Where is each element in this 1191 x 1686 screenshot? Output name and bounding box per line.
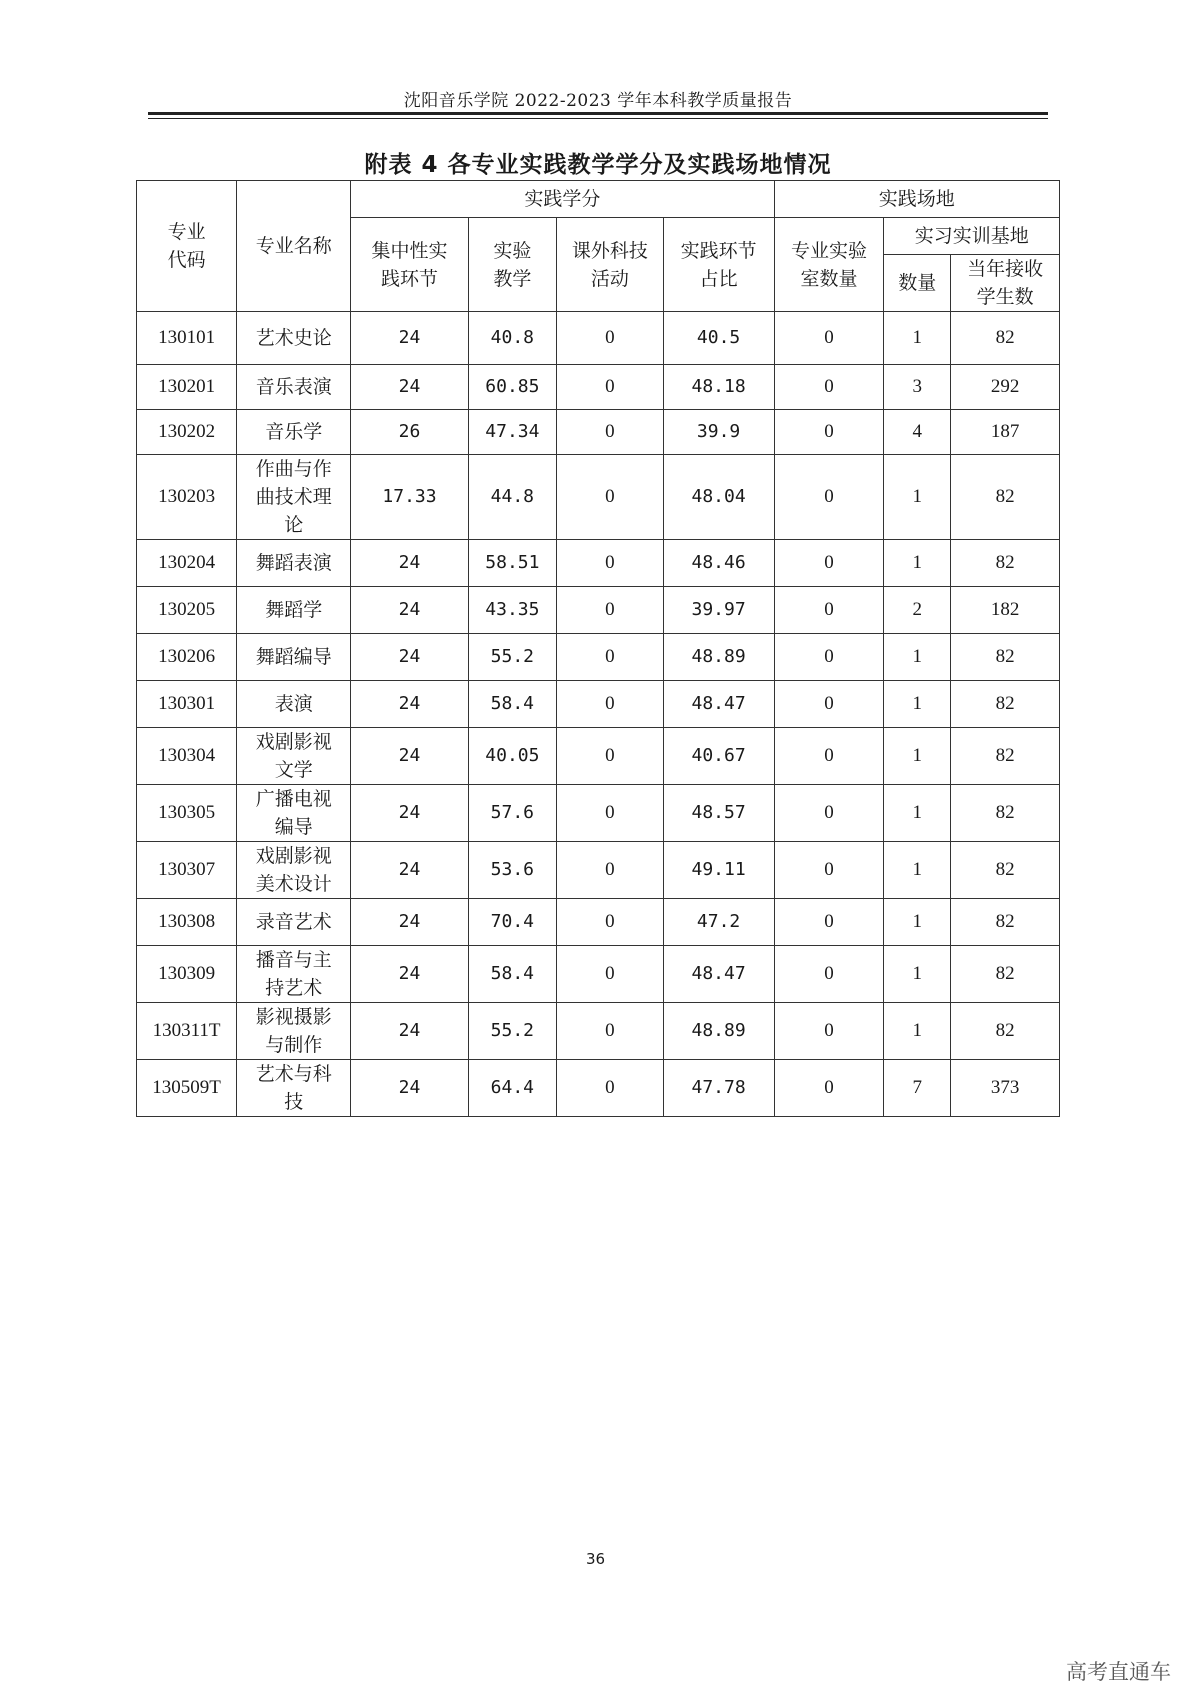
cell-experiment: 43.35 — [468, 587, 556, 634]
cell-code: 130304 — [137, 728, 237, 785]
cell-name-text: 音乐表演 — [255, 376, 332, 398]
cell-experiment: 47.34 — [468, 410, 556, 455]
cell-name-text: 舞蹈编导 — [255, 646, 332, 668]
cell-students: 82 — [951, 899, 1060, 946]
cell-lab-count: 0 — [774, 681, 884, 728]
cell-code: 130308 — [137, 899, 237, 946]
cell-code: 130311T — [137, 1003, 237, 1060]
cell-lab-count: 0 — [774, 1060, 884, 1117]
header-experiment: 实验教学 — [468, 218, 556, 312]
cell-experiment: 40.05 — [468, 728, 556, 785]
header-ratio: 实践环节占比 — [663, 218, 774, 312]
cell-experiment: 70.4 — [468, 899, 556, 946]
cell-concentrated: 24 — [351, 1060, 468, 1117]
cell-base-count: 1 — [884, 842, 951, 899]
cell-name-text: 录音艺术 — [255, 911, 332, 933]
header-rule-thin — [148, 118, 1048, 119]
cell-lab-count: 0 — [774, 455, 884, 540]
cell-base-count: 1 — [884, 946, 951, 1003]
cell-name — [237, 634, 351, 681]
cell-name-text: 艺术与科技 — [255, 1063, 332, 1113]
cell-code: 130202 — [137, 410, 237, 455]
cell-code: 130301 — [137, 681, 237, 728]
header-name: 专业名称 — [237, 181, 351, 312]
cell-concentrated: 24 — [351, 1003, 468, 1060]
cell-base-count: 2 — [884, 587, 951, 634]
header-concentrated: 集中性实践环节 — [351, 218, 468, 312]
cell-name — [237, 785, 351, 842]
cell-ratio: 48.89 — [663, 1003, 774, 1060]
cell-concentrated: 24 — [351, 842, 468, 899]
cell-students: 182 — [951, 587, 1060, 634]
cell-students: 292 — [951, 365, 1060, 410]
cell-code: 130309 — [137, 946, 237, 1003]
cell-ratio: 48.57 — [663, 785, 774, 842]
cell-ratio: 48.18 — [663, 365, 774, 410]
cell-extracurricular: 0 — [557, 946, 664, 1003]
cell-lab-count: 0 — [774, 946, 884, 1003]
cell-code: 130203 — [137, 455, 237, 540]
table-row — [137, 1060, 1060, 1117]
cell-students: 82 — [951, 634, 1060, 681]
cell-code: 130204 — [137, 540, 237, 587]
cell-experiment: 58.4 — [468, 681, 556, 728]
table-row — [137, 587, 1060, 634]
cell-name-text: 播音与主持艺术 — [255, 949, 332, 999]
table-row — [137, 365, 1060, 410]
header-base-group: 实习实训基地 — [884, 218, 1060, 255]
cell-students: 82 — [951, 946, 1060, 1003]
cell-ratio: 39.97 — [663, 587, 774, 634]
cell-name — [237, 728, 351, 785]
table-row — [137, 455, 1060, 540]
cell-concentrated: 24 — [351, 634, 468, 681]
watermark: 高考直通车 — [1066, 1660, 1171, 1684]
cell-ratio: 48.47 — [663, 946, 774, 1003]
cell-base-count: 4 — [884, 410, 951, 455]
cell-name — [237, 540, 351, 587]
cell-base-count: 3 — [884, 365, 951, 410]
table-row — [137, 946, 1060, 1003]
cell-ratio: 48.89 — [663, 634, 774, 681]
cell-students: 82 — [951, 728, 1060, 785]
cell-lab-count: 0 — [774, 312, 884, 365]
cell-name-text: 舞蹈学 — [265, 599, 323, 621]
cell-concentrated: 24 — [351, 587, 468, 634]
table-row — [137, 410, 1060, 455]
cell-name-text: 舞蹈表演 — [255, 552, 332, 574]
cell-extracurricular: 0 — [557, 1060, 664, 1117]
cell-students: 82 — [951, 785, 1060, 842]
cell-experiment: 53.6 — [468, 842, 556, 899]
cell-code: 130305 — [137, 785, 237, 842]
cell-name-text: 戏剧影视文学 — [255, 731, 332, 781]
cell-extracurricular: 0 — [557, 899, 664, 946]
cell-experiment: 57.6 — [468, 785, 556, 842]
cell-extracurricular: 0 — [557, 681, 664, 728]
cell-extracurricular: 0 — [557, 410, 664, 455]
cell-ratio: 47.2 — [663, 899, 774, 946]
cell-experiment: 60.85 — [468, 365, 556, 410]
cell-ratio: 48.46 — [663, 540, 774, 587]
cell-extracurricular: 0 — [557, 1003, 664, 1060]
cell-experiment: 44.8 — [468, 455, 556, 540]
cell-lab-count: 0 — [774, 1003, 884, 1060]
cell-ratio: 47.78 — [663, 1060, 774, 1117]
cell-base-count: 1 — [884, 1003, 951, 1060]
cell-base-count: 1 — [884, 540, 951, 587]
cell-name — [237, 410, 351, 455]
cell-lab-count: 0 — [774, 899, 884, 946]
cell-students: 187 — [951, 410, 1060, 455]
cell-extracurricular: 0 — [557, 455, 664, 540]
cell-name-text: 作曲与作曲技术理论 — [255, 458, 332, 536]
cell-lab-count: 0 — [774, 365, 884, 410]
cell-lab-count: 0 — [774, 785, 884, 842]
header-credits-group: 实践学分 — [351, 181, 774, 218]
cell-extracurricular: 0 — [557, 634, 664, 681]
cell-code: 130509T — [137, 1060, 237, 1117]
cell-concentrated: 24 — [351, 785, 468, 842]
cell-lab-count: 0 — [774, 634, 884, 681]
cell-students: 82 — [951, 681, 1060, 728]
cell-name — [237, 455, 351, 540]
cell-base-count: 7 — [884, 1060, 951, 1117]
header-site-group: 实践场地 — [774, 181, 1059, 218]
cell-experiment: 40.8 — [468, 312, 556, 365]
cell-students: 82 — [951, 540, 1060, 587]
table-row — [137, 842, 1060, 899]
table-row — [137, 312, 1060, 365]
cell-base-count: 1 — [884, 785, 951, 842]
cell-base-count: 1 — [884, 455, 951, 540]
cell-name-text: 广播电视编导 — [255, 788, 332, 838]
table-row — [137, 540, 1060, 587]
header-rule-thick — [148, 112, 1048, 115]
cell-lab-count: 0 — [774, 842, 884, 899]
table-title: 附表 4 各专业实践教学学分及实践场地情况 — [364, 152, 832, 178]
practice-credits-table — [136, 180, 1060, 1117]
cell-base-count: 1 — [884, 728, 951, 785]
cell-ratio: 48.04 — [663, 455, 774, 540]
table-body — [137, 312, 1060, 1117]
cell-ratio: 40.5 — [663, 312, 774, 365]
cell-concentrated: 24 — [351, 728, 468, 785]
cell-lab-count: 0 — [774, 410, 884, 455]
cell-code: 130101 — [137, 312, 237, 365]
cell-name — [237, 681, 351, 728]
cell-name — [237, 1060, 351, 1117]
header-base-count: 数量 — [884, 255, 951, 312]
cell-name — [237, 1003, 351, 1060]
cell-lab-count: 0 — [774, 540, 884, 587]
cell-extracurricular: 0 — [557, 842, 664, 899]
cell-extracurricular: 0 — [557, 785, 664, 842]
cell-concentrated: 24 — [351, 365, 468, 410]
cell-code: 130201 — [137, 365, 237, 410]
cell-ratio: 40.67 — [663, 728, 774, 785]
cell-extracurricular: 0 — [557, 365, 664, 410]
cell-students: 82 — [951, 842, 1060, 899]
table-row — [137, 634, 1060, 681]
table-row — [137, 681, 1060, 728]
cell-code: 130206 — [137, 634, 237, 681]
cell-students: 82 — [951, 312, 1060, 365]
cell-name — [237, 365, 351, 410]
cell-concentrated: 24 — [351, 540, 468, 587]
cell-extracurricular: 0 — [557, 728, 664, 785]
cell-lab-count: 0 — [774, 587, 884, 634]
cell-ratio: 48.47 — [663, 681, 774, 728]
cell-code: 130205 — [137, 587, 237, 634]
cell-concentrated: 24 — [351, 946, 468, 1003]
cell-base-count: 1 — [884, 899, 951, 946]
cell-concentrated: 17.33 — [351, 455, 468, 540]
cell-extracurricular: 0 — [557, 540, 664, 587]
cell-name-text: 艺术史论 — [255, 327, 332, 349]
cell-experiment: 55.2 — [468, 634, 556, 681]
cell-experiment: 58.4 — [468, 946, 556, 1003]
cell-name — [237, 312, 351, 365]
table-row — [137, 785, 1060, 842]
cell-extracurricular: 0 — [557, 587, 664, 634]
cell-concentrated: 26 — [351, 410, 468, 455]
cell-concentrated: 24 — [351, 681, 468, 728]
table-row — [137, 728, 1060, 785]
cell-name-text: 表演 — [274, 693, 313, 715]
cell-lab-count: 0 — [774, 728, 884, 785]
table-row — [137, 899, 1060, 946]
cell-code: 130307 — [137, 842, 237, 899]
cell-name — [237, 842, 351, 899]
header-students: 当年接收学生数 — [951, 255, 1060, 312]
running-header: 沈阳音乐学院 2022-2023 学年本科教学质量报告 — [403, 91, 793, 111]
header-extracurricular: 课外科技活动 — [557, 218, 664, 312]
cell-concentrated: 24 — [351, 312, 468, 365]
cell-students: 373 — [951, 1060, 1060, 1117]
cell-name — [237, 899, 351, 946]
cell-name-text: 戏剧影视美术设计 — [255, 845, 332, 895]
header-lab-count: 专业实验室数量 — [774, 218, 884, 312]
page-number: 36 — [585, 1550, 606, 1568]
cell-concentrated: 24 — [351, 899, 468, 946]
cell-name — [237, 946, 351, 1003]
cell-students: 82 — [951, 1003, 1060, 1060]
cell-ratio: 49.11 — [663, 842, 774, 899]
cell-name-text: 音乐学 — [265, 421, 323, 443]
cell-name — [237, 587, 351, 634]
cell-experiment: 55.2 — [468, 1003, 556, 1060]
cell-students: 82 — [951, 455, 1060, 540]
table-row — [137, 1003, 1060, 1060]
cell-experiment: 58.51 — [468, 540, 556, 587]
cell-experiment: 64.4 — [468, 1060, 556, 1117]
cell-base-count: 1 — [884, 681, 951, 728]
cell-ratio: 39.9 — [663, 410, 774, 455]
cell-base-count: 1 — [884, 312, 951, 365]
cell-base-count: 1 — [884, 634, 951, 681]
header-code: 专业代码 — [137, 181, 237, 312]
cell-extracurricular: 0 — [557, 312, 664, 365]
cell-name-text: 影视摄影与制作 — [255, 1006, 332, 1056]
